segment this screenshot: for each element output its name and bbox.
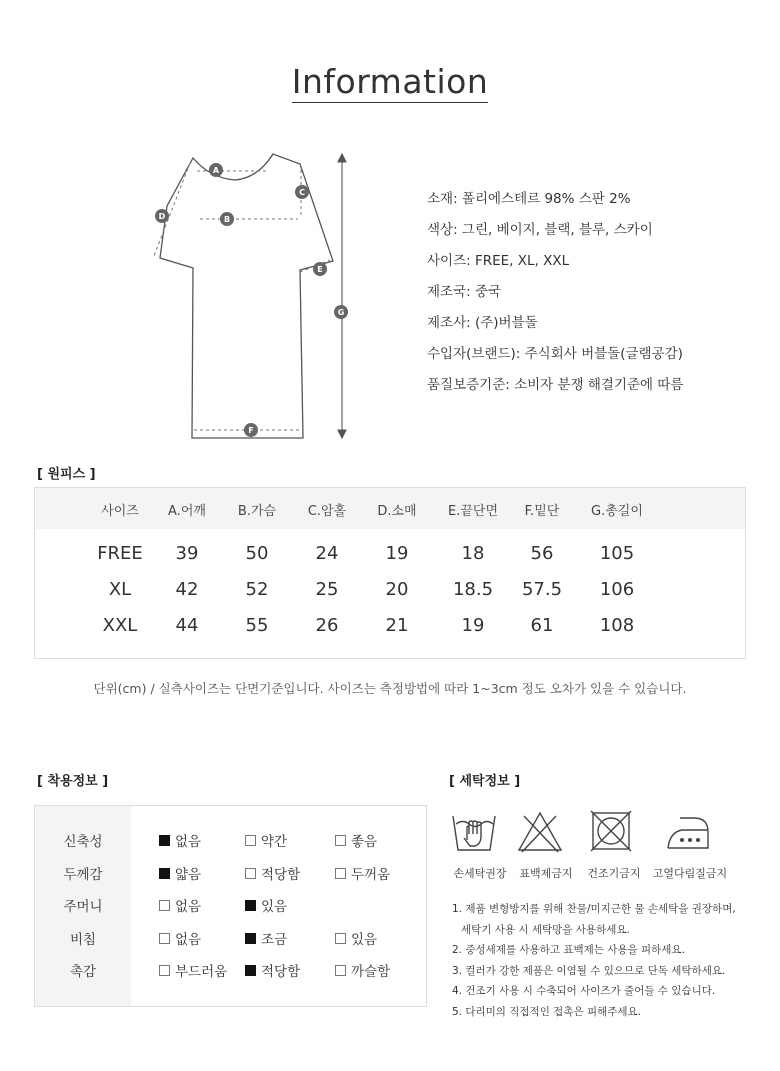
header-sleeve-end: E.끝단면: [447, 504, 499, 519]
fit-row-label: 촉감: [69, 964, 97, 980]
wash-caption: 고열다림질금지: [652, 867, 728, 880]
no-bleach-icon: [516, 810, 564, 854]
checkbox-unchecked: [335, 933, 346, 944]
fit-option: 있음: [245, 895, 287, 915]
fit-info-table: [34, 805, 427, 1007]
fit-option: 얇음: [159, 863, 201, 883]
table-cell: 50: [245, 543, 269, 564]
page-title: Information: [291, 62, 489, 101]
fit-option: 적당함: [245, 960, 300, 980]
marker-f-label: F: [248, 426, 254, 435]
header-sleeve: D.소매: [377, 504, 417, 519]
table-cell: 105: [599, 543, 635, 564]
marker-e-label: E: [317, 265, 323, 274]
checkbox-checked: [159, 835, 170, 846]
info-manufacturer: 제조사: (주)버블돌: [427, 315, 538, 331]
table-cell: 61: [530, 615, 554, 636]
header-length: G.총길이: [591, 504, 643, 519]
header-chest: B.가슴: [237, 504, 277, 519]
table-cell: 56: [530, 543, 554, 564]
table-cell: 42: [175, 579, 199, 600]
table-cell: 18.5: [452, 579, 494, 600]
measure-line-d: [154, 163, 190, 256]
fit-option: 좋음: [335, 830, 377, 850]
info-colors: 색상: 그린, 베이지, 블랙, 블루, 스카이: [427, 222, 653, 238]
wash-caption: 표백제금지: [519, 867, 573, 880]
wash-info-label: [ 세탁정보 ]: [449, 774, 521, 789]
info-sizes: 사이즈: FREE, XL, XXL: [427, 253, 570, 269]
fit-row-label: 비침: [69, 932, 97, 948]
wash-note: 1. 제품 변형방지를 위해 찬물/미지근한 물 손세탁을 권장하며,: [452, 903, 736, 915]
marker-a-label: A: [212, 166, 220, 175]
fit-option: 없음: [159, 895, 201, 915]
fit-option: 부드러움: [159, 960, 227, 980]
info-material: 소재: 폴리에스테르 98% 스판 2%: [427, 191, 631, 207]
checkbox-checked: [245, 965, 256, 976]
table-cell: 24: [315, 543, 339, 564]
iron-high-heat-icon: [664, 810, 712, 854]
checkbox-checked: [245, 933, 256, 944]
size-table-label: [ 원피스 ]: [37, 467, 96, 482]
fit-option: 두꺼움: [335, 863, 390, 883]
table-cell: 19: [385, 543, 409, 564]
wash-caption: 건조기금지: [587, 867, 641, 880]
checkbox-unchecked: [159, 965, 170, 976]
checkbox-checked: [159, 868, 170, 879]
wash-caption: 손세탁권장: [453, 867, 507, 880]
table-cell: 44: [175, 615, 199, 636]
checkbox-unchecked: [245, 835, 256, 846]
table-cell: 26: [315, 615, 339, 636]
size-note: 단위(cm) / 실측사이즈는 단면기준입니다. 사이즈는 측정방법에 따라 1~3cm 정도 오차가 있을 수 있습니다.: [93, 681, 687, 696]
fit-option: 적당함: [245, 863, 300, 883]
wash-note: 세탁기 사용 시 세탁망을 사용하세요.: [461, 923, 630, 936]
table-cell: 19: [461, 615, 485, 636]
table-cell: 18: [461, 543, 485, 564]
wash-note: 3. 컬러가 강한 제품은 이염될 수 있으므로 단독 세탁하세요.: [452, 964, 726, 977]
header-shoulder: A.어깨: [168, 504, 206, 519]
table-cell: 55: [245, 615, 269, 636]
marker-b-label: B: [223, 215, 231, 224]
fit-option: 약간: [245, 830, 287, 850]
fit-option: 없음: [159, 830, 201, 850]
product-info-list: [427, 189, 683, 406]
size-table: [34, 487, 746, 659]
table-cell: 39: [175, 543, 199, 564]
fit-info-label: [ 착용정보 ]: [37, 774, 109, 789]
wash-note: 4. 건조기 사용 시 수축되어 사이즈가 줄어들 수 있습니다.: [452, 985, 716, 997]
fit-row-label: 두께감: [63, 867, 103, 883]
table-cell: 20: [385, 579, 409, 600]
hand-wash-icon: [450, 810, 498, 854]
table-cell: 57.5: [521, 579, 563, 600]
table-cell: 106: [599, 579, 635, 600]
header-hem: F.밑단: [524, 504, 560, 519]
header-size: 사이즈: [101, 504, 139, 519]
wash-note: 5. 다리미의 직접적인 접촉은 피해주세요.: [452, 1005, 641, 1018]
checkbox-unchecked: [159, 933, 170, 944]
wash-note: 2. 중성세제를 사용하고 표백제는 사용을 피하세요.: [452, 944, 685, 956]
fit-option: 있음: [335, 928, 377, 948]
wash-notes: [452, 902, 736, 1025]
marker-c-label: C: [299, 188, 305, 197]
checkbox-checked: [245, 900, 256, 911]
marker-d-label: D: [158, 212, 166, 221]
table-cell: FREE: [97, 543, 143, 564]
header-armhole: C.암홀: [307, 504, 347, 519]
checkbox-unchecked: [159, 900, 170, 911]
fit-option: 까슬함: [335, 960, 390, 980]
table-cell: XXL: [102, 615, 138, 636]
checkbox-unchecked: [335, 868, 346, 879]
checkbox-unchecked: [335, 835, 346, 846]
checkbox-unchecked: [245, 868, 256, 879]
fit-row-label: 주머니: [63, 899, 103, 915]
checkbox-unchecked: [335, 965, 346, 976]
marker-g-label: G: [337, 308, 345, 317]
fit-option: 조금: [245, 928, 287, 948]
table-cell: 21: [385, 615, 409, 636]
fit-row-label: 신축성: [63, 834, 103, 850]
table-cell: 52: [245, 579, 269, 600]
table-cell: 25: [315, 579, 339, 600]
info-quality: 품질보증기준: 소비자 분쟁 해결기준에 따름: [427, 377, 684, 393]
fit-option: 없음: [159, 928, 201, 948]
table-cell: XL: [108, 579, 132, 600]
garment-diagram: [140, 148, 360, 448]
info-country: 제조국: 중국: [427, 284, 502, 300]
table-cell: 108: [599, 615, 635, 636]
no-tumble-dry-icon: [587, 810, 635, 854]
info-importer: 수입자(브랜드): 주식회사 버블돌(글램공감): [427, 346, 683, 362]
